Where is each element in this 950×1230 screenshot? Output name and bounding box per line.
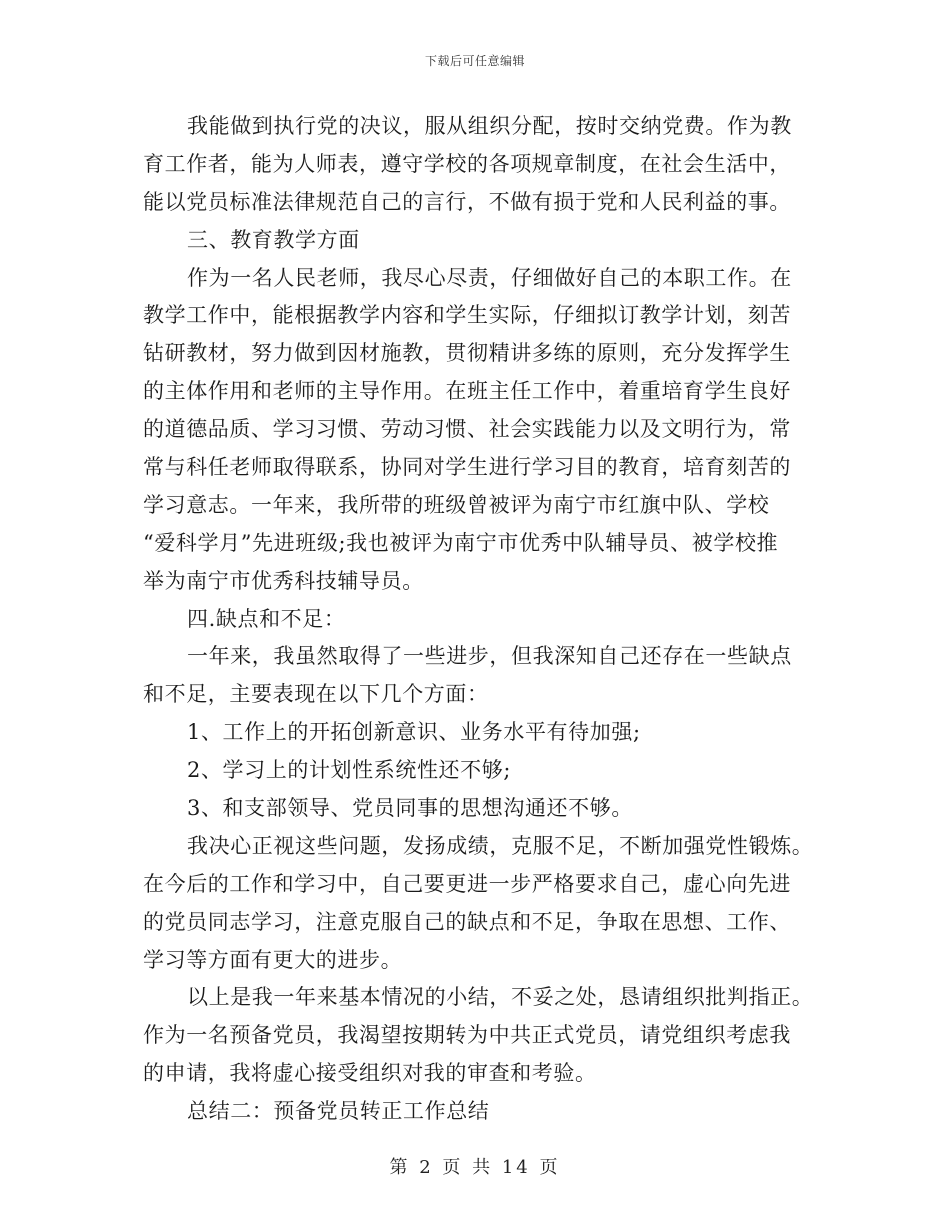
text-line: 一年来，我虽然取得了一些进步，但我深知自己还存在一些缺点 bbox=[187, 644, 792, 669]
text-line: 作为一名预备党员，我渴望按期转为中共正式党员，请党组织考虑我 bbox=[143, 1023, 791, 1048]
text-line: 钻研教材，努力做到因材施教，贯彻精讲多练的原则，充分发挥学生 bbox=[143, 341, 791, 366]
text-line: 在今后的工作和学习中，自己要更进一步严格要求自己，虚心向先进 bbox=[143, 871, 791, 896]
text-line: 作为一名人民老师，我尽心尽责，仔细做好自己的本职工作。在 bbox=[187, 265, 792, 290]
list-item: 2、学习上的计划性系统性还不够; bbox=[187, 758, 512, 783]
text-line: 的党员同志学习，注意克服自己的缺点和不足，争取在思想、工作、 bbox=[143, 909, 791, 934]
text-line: 的道德品质、学习习惯、劳动习惯、社会实践能力以及文明行为，常 bbox=[143, 417, 791, 442]
text-line: 常与科任老师取得联系，协同对学生进行学习目的教育，培育刻苦的 bbox=[143, 455, 791, 480]
text-line: 举为南宁市优秀科技辅导员。 bbox=[143, 568, 424, 593]
list-item: 3、和支部领导、党员同事的思想沟通还不够。 bbox=[187, 796, 633, 821]
text-line: 学习等方面有更大的进步。 bbox=[143, 947, 403, 972]
text-line: 能以党员标准法律规范自己的言行，不做有损于党和人民利益的事。 bbox=[143, 189, 791, 214]
text-line: 我能做到执行党的决议，服从组织分配，按时交纳党费。作为教 bbox=[187, 114, 792, 138]
document-body bbox=[143, 108, 823, 1131]
text-line: 以上是我一年来基本情况的小结，不妥之处，恳请组织批判指正。 bbox=[187, 985, 814, 1010]
section-heading: 四.缺点和不足： bbox=[187, 606, 346, 631]
text-line: 的申请，我将虚心接受组织对我的审查和考验。 bbox=[143, 1061, 597, 1086]
page-number-footer: 第 2 页 共 14 页 bbox=[389, 1157, 561, 1178]
section-heading: 总结二：预备党员转正工作总结 bbox=[187, 1099, 490, 1124]
text-line: 学习意志。一年来，我所带的班级曾被评为南宁市红旗中队、学校 bbox=[143, 492, 770, 517]
list-item: 1、工作上的开拓创新意识、业务水平有待加强; bbox=[187, 720, 641, 745]
text-line: 教学工作中，能根据教学内容和学生实际，仔细拟订教学计划，刻苦 bbox=[143, 303, 791, 328]
text-line: 和不足，主要表现在以下几个方面： bbox=[143, 682, 489, 707]
text-line: “爱科学月”先进班级;我也被评为南宁市优秀中队辅导员、被学校推 bbox=[143, 530, 779, 555]
text-line: 我决心正视这些问题，发扬成绩，克服不足，不断加强党性锻炼。 bbox=[187, 833, 814, 858]
page-header-note: 下载后可任意编辑 bbox=[424, 54, 525, 68]
text-line: 育工作者，能为人师表，遵守学校的各项规章制度，在社会生活中， bbox=[143, 151, 791, 176]
section-heading: 三、教育教学方面 bbox=[187, 227, 360, 252]
text-line: 的主体作用和老师的主导作用。在班主任工作中，着重培育学生良好 bbox=[143, 379, 791, 404]
